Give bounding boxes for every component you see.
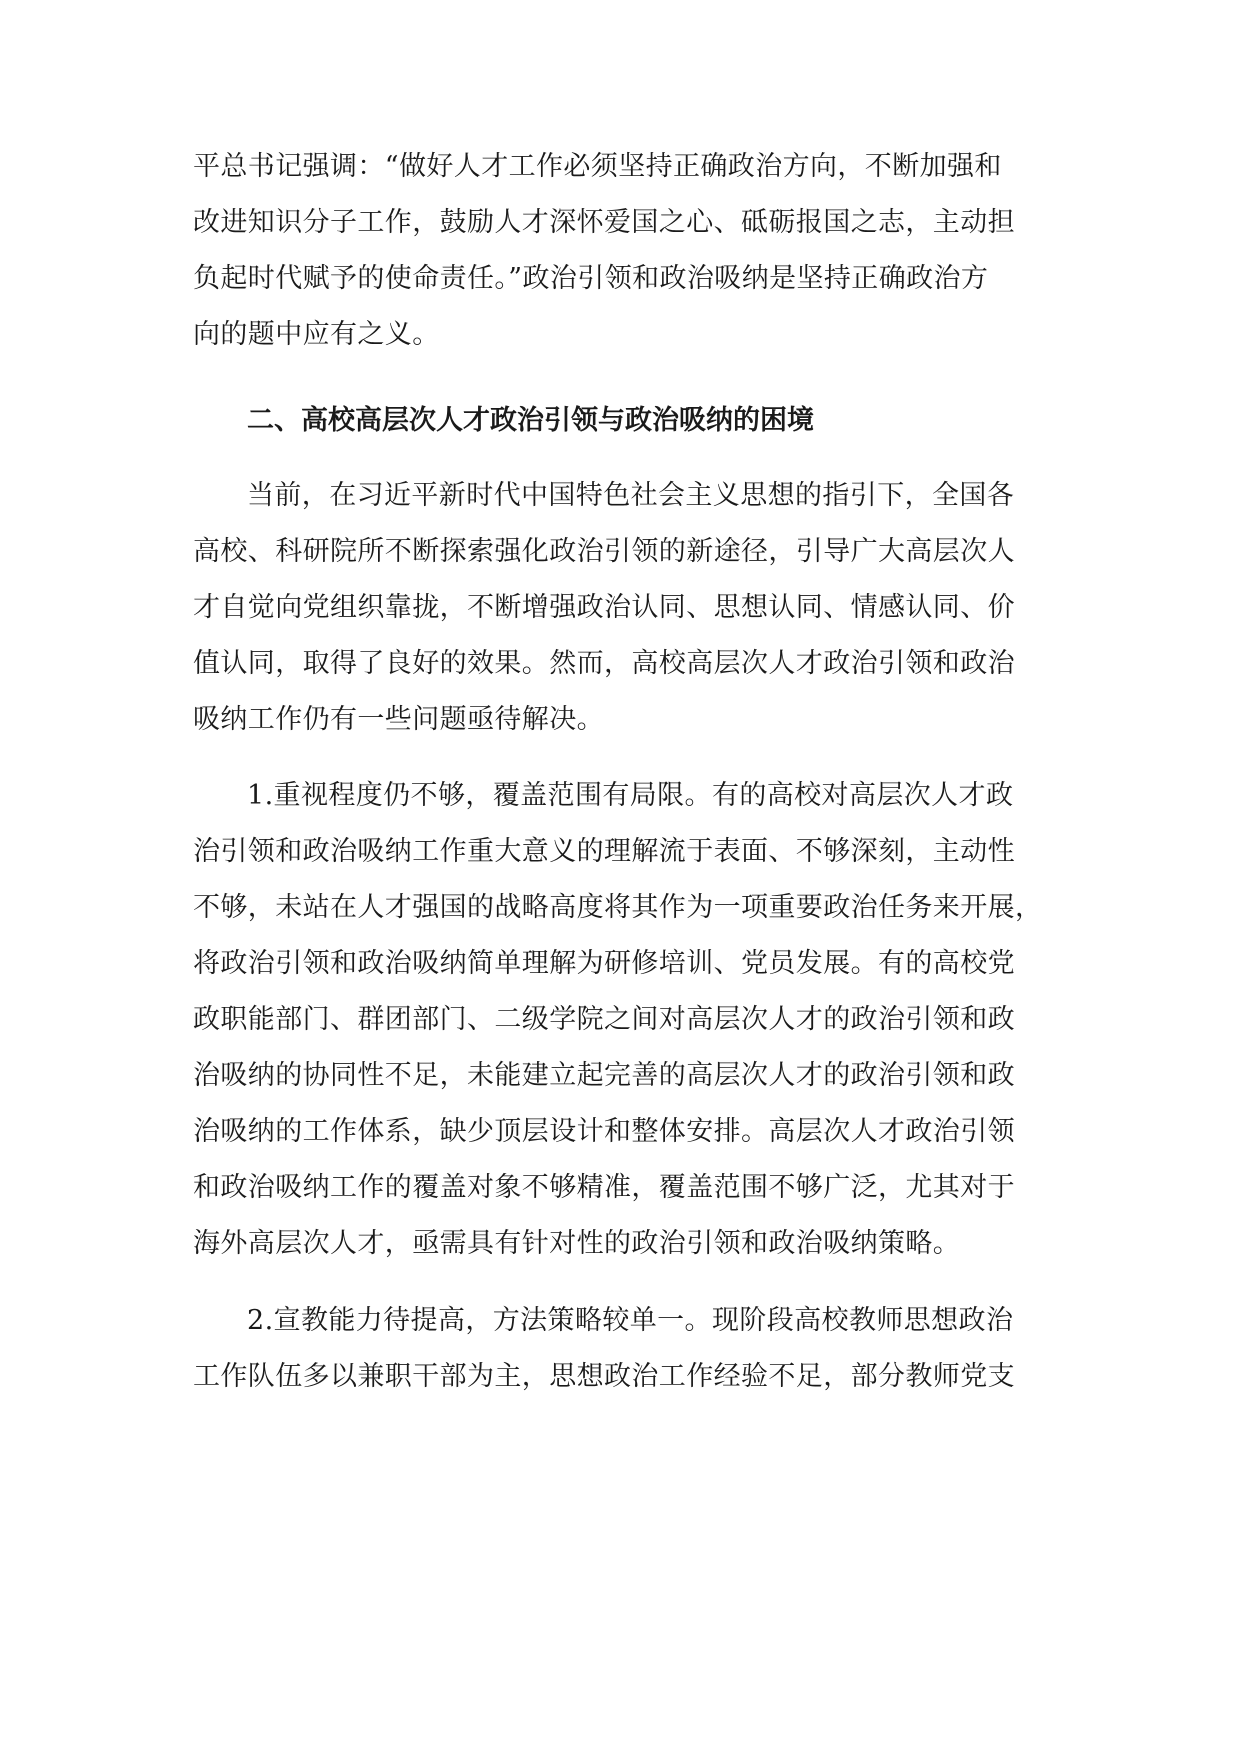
body-paragraph <box>193 768 1063 1272</box>
text-line: 当前，在习近平新时代中国特色社会主义思想的指引下，全国各 <box>247 480 1015 511</box>
section-heading: 二、高校高层次人才政治引领与政治吸纳的困境 <box>247 405 814 436</box>
text-line: 政职能部门、群团部门、二级学院之间对高层次人才的政治引领和政 <box>193 1004 1015 1035</box>
text-line: 向的题中应有之义。 <box>193 319 440 350</box>
text-line: 才自觉向党组织靠拢，不断增强政治认同、思想认同、情感认同、价 <box>193 592 1015 623</box>
text-line: 负起时代赋予的使命责任。”政治引领和政治吸纳是坚持正确政治方 <box>193 263 989 294</box>
text-line: 吸纳工作仍有一些问题亟待解决。 <box>193 704 604 735</box>
text-line: 平总书记强调：“做好人才工作必须坚持正确政治方向，不断加强和 <box>193 151 1002 182</box>
body-paragraph <box>193 468 1063 748</box>
text-line: 2.宣教能力待提高，方法策略较单一。现阶段高校教师思想政治 <box>247 1305 1014 1336</box>
text-line: 治引领和政治吸纳工作重大意义的理解流于表面、不够深刻，主动性 <box>193 836 1015 867</box>
text-line: 不够，未站在人才强国的战略高度将其作为一项重要政治任务来开展， <box>193 892 1043 923</box>
text-line: 值认同，取得了良好的效果。然而，高校高层次人才政治引领和政治 <box>193 648 1015 679</box>
text-line: 1.重视程度仍不够，覆盖范围有局限。有的高校对高层次人才政 <box>247 780 1014 811</box>
body-paragraph <box>193 1293 1063 1405</box>
text-line: 高校、科研院所不断探索强化政治引领的新途径，引导广大高层次人 <box>193 536 1015 567</box>
text-line: 和政治吸纳工作的覆盖对象不够精准，覆盖范围不够广泛，尤其对于 <box>193 1172 1015 1203</box>
text-line: 将政治引领和政治吸纳简单理解为研修培训、党员发展。有的高校党 <box>193 948 1015 979</box>
text-line: 海外高层次人才，亟需具有针对性的政治引领和政治吸纳策略。 <box>193 1228 961 1259</box>
text-line: 治吸纳的工作体系，缺少顶层设计和整体安排。高层次人才政治引领 <box>193 1116 1015 1147</box>
body-paragraph <box>193 139 1063 363</box>
text-line: 治吸纳的协同性不足，未能建立起完善的高层次人才的政治引领和政 <box>193 1060 1015 1091</box>
text-line: 工作队伍多以兼职干部为主，思想政治工作经验不足，部分教师党支 <box>193 1361 1015 1392</box>
text-line: 改进知识分子工作，鼓励人才深怀爱国之心、砥砺报国之志，主动担 <box>193 207 1015 238</box>
